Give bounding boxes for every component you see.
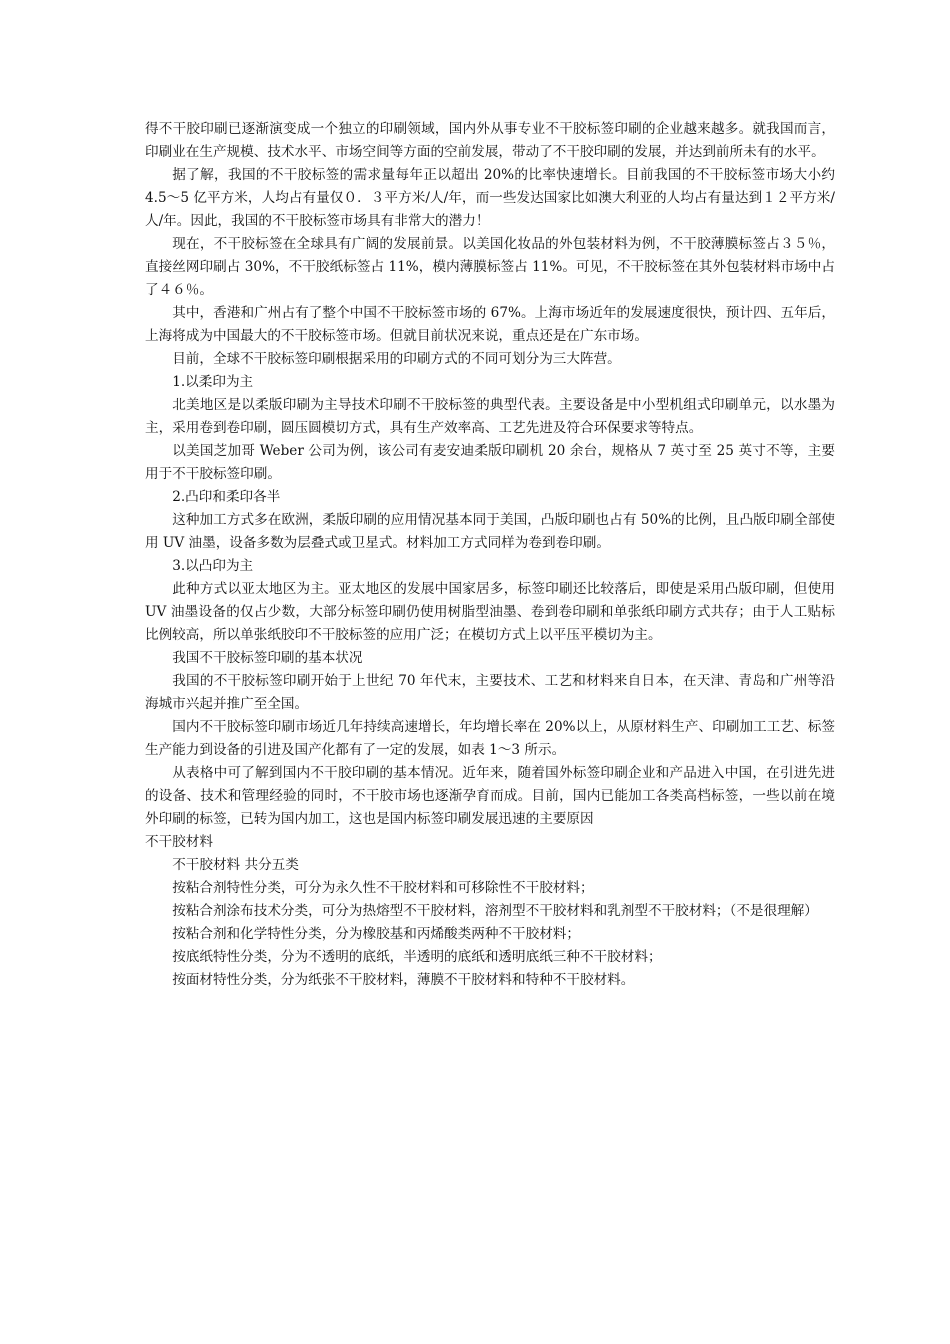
paragraph-regional-share: 其中，香港和广州占有了整个中国不干胶标签市场的 67%。上海市场近年的发展速度很快，预计四、五年后，上海将成为中国最大的不干胶标签市场。但就目前状况来说，重点还是在广东市场。 xyxy=(145,305,835,344)
document-body xyxy=(145,118,835,992)
paragraph-china-growth: 国内不干胶标签印刷市场近几年持续高速增长，年均增长率在 20%以上，从原材料生产、印刷加工工艺、标签生产能力到设备的引进及国产化都有了一定的发展，如表 1～3 所示。 xyxy=(145,719,835,758)
paragraph-five-categories: 不干胶材料 共分五类 xyxy=(172,857,299,873)
list-item-coating-technique: 按粘合剂涂布技术分类，可分为热熔型不干胶材料，溶剂型不干胶材料和乳剂型不干胶材料；（不是很理解） xyxy=(172,903,818,919)
list-item-backing-paper: 按底纸特性分类，分为不透明的底纸，半透明的底纸和透明底纸三种不干胶材料； xyxy=(172,949,662,965)
paragraph-weber-example: 以美国芝加哥 Weber 公司为例，该公司有麦安迪柔版印刷机 20 余台，规格从 7 英寸至 25 英寸不等，主要用于不干胶标签印刷。 xyxy=(145,443,835,482)
paragraph-asia-pacific: 此种方式以亚太地区为主。亚太地区的发展中国家居多，标签印刷还比较落后，即使是采用凸版印刷，但使用 UV 油墨设备的仅占少数，大部分标签印刷仍使用树脂型油墨、卷到卷印刷和单张纸印刷方式共存；由于人工贴标比例较高，所以单张纸胶印不干胶标签的应用广泛；在模切方式上以平压平模切为主。 xyxy=(145,581,835,643)
paragraph-intro-continued: 得不干胶印刷已逐渐演变成一个独立的印刷领域，国内外从事专业不干胶标签印刷的企业越来越多。就我国而言，印刷业在生产规模、技术水平、市场空间等方面的空前发展，带动了不干胶印刷的发展，并达到前所未有的水平。 xyxy=(145,121,835,160)
paragraph-north-america: 北美地区是以柔版印刷为主导技术印刷不干胶标签的典型代表。主要设备是中小型机组式印刷单元，以水墨为主，采用卷到卷印刷，圆压圆模切方式，具有生产效率高、工艺先进及符合环保要求等特点。 xyxy=(145,397,835,436)
heading-flexo-main: 1.以柔印为主 xyxy=(172,374,254,390)
list-item-face-material: 按面材特性分类，分为纸张不干胶材料，薄膜不干胶材料和特种不干胶材料。 xyxy=(172,972,635,988)
list-item-adhesive-property: 按粘合剂特性分类，可分为永久性不干胶材料和可移除性不干胶材料； xyxy=(172,880,594,896)
heading-letterpress-flexo-half: 2.凸印和柔印各半 xyxy=(172,489,281,505)
paragraph-europe: 这种加工方式多在欧洲，柔版印刷的应用情况基本同于美国，凸版印刷也占有 50%的比例，且凸版印刷全部使用 UV 油墨，设备多数为层叠式或卫星式。材料加工方式同样为卷到卷印刷。 xyxy=(145,512,835,551)
heading-china-status: 我国不干胶标签印刷的基本状况 xyxy=(172,650,363,666)
paragraph-china-history: 我国的不干胶标签印刷开始于上世纪 70 年代末，主要技术、工艺和材料来自日本，在天津、青岛和广州等沿海城市兴起并推广至全国。 xyxy=(145,673,835,712)
paragraph-market-demand: 据了解，我国的不干胶标签的需求量每年正以超出 20%的比率快速增长。目前我国的不干胶标签市场大小约 4.5～5 亿平方米，人均占有量仅０．３平方米/人/年，而一些发达国家比如澳大利亚的人均占有量达到１２平方米/人/年。因此，我国的不干胶标签市场具有非常大的潜力！ xyxy=(145,167,835,229)
heading-letterpress-main: 3.以凸印为主 xyxy=(172,558,254,574)
heading-adhesive-materials: 不干胶材料 xyxy=(145,834,213,850)
paragraph-table-summary: 从表格中可了解到国内不干胶印刷的基本情况。近年来，随着国外标签印刷企业和产品进入中国，在引进先进的设备、技术和管理经验的同时，不干胶市场也逐渐孕育而成。目前，国内已能加工各类高档标签，一些以前在境外印刷的标签，已转为国内加工，这也是国内标签印刷发展迅速的主要原因 xyxy=(145,765,835,827)
paragraph-three-camps: 目前，全球不干胶标签印刷根据采用的印刷方式的不同可划分为三大阵营。 xyxy=(172,351,621,367)
paragraph-global-prospects: 现在，不干胶标签在全球具有广阔的发展前景。以美国化妆品的外包装材料为例，不干胶薄膜标签占３５％，直接丝网印刷占 30%，不干胶纸标签占 11%，模内薄膜标签占 11%。可见，不干胶标签在其外包装材料市场中占了４６％。 xyxy=(145,236,835,298)
list-item-chemical-property: 按粘合剂和化学特性分类，分为橡胶基和丙烯酸类两种不干胶材料； xyxy=(172,926,580,942)
